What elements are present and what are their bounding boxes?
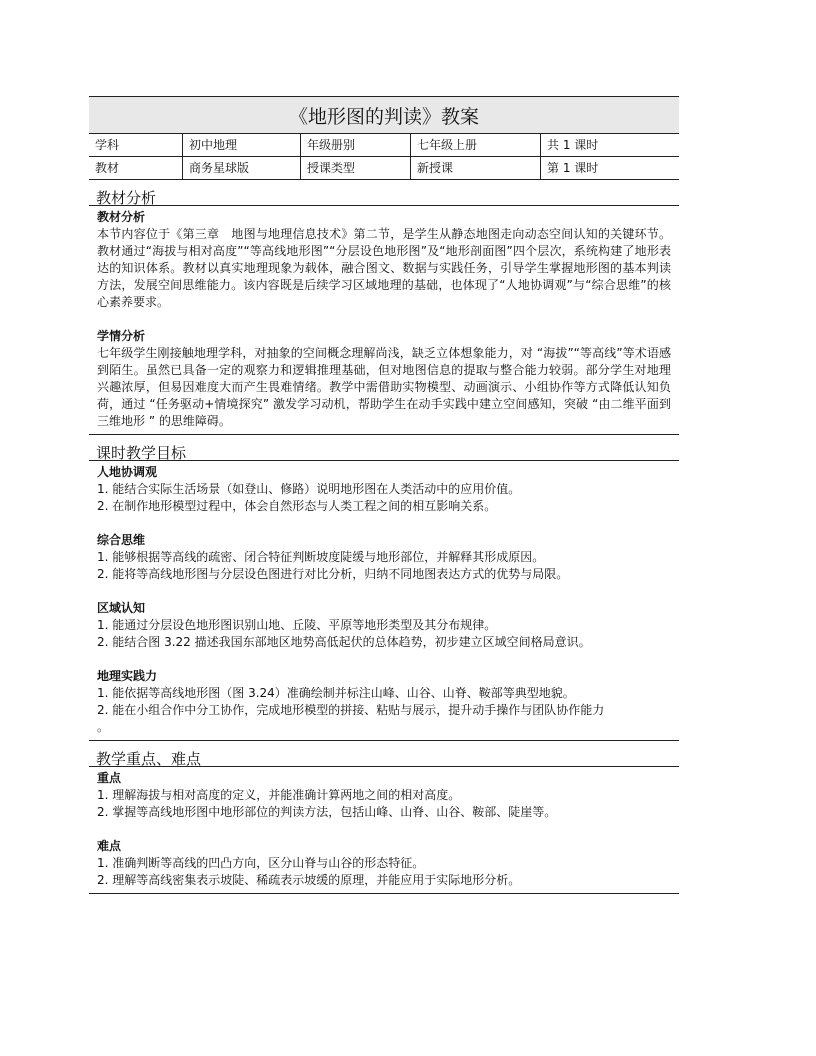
section-heading: 课时教学目标 <box>89 435 679 461</box>
spacer <box>97 583 671 600</box>
section-key-points <box>89 741 679 894</box>
document-title: 《地形图的判读》教案 <box>89 96 679 134</box>
list-item: 2. 能在小组合作中分工协作，完成地形模型的拼接、粘贴与展示，提升动手操作与团队协作能力 <box>97 703 605 717</box>
list-item: 2. 能将等高线地形图与分层设色图进行对比分析，归纳不同地图表达方式的优势与局限。 <box>97 567 569 581</box>
info-cell: 教材 <box>89 157 183 179</box>
info-cell: 共 1 课时 <box>547 138 599 152</box>
list-item: 1. 能依据等高线地形图（图 3.24）准确绘制并标注山峰、山谷、山脊、鞍部等典型地貌。 <box>97 686 575 700</box>
info-cell: 七年级上册 <box>411 134 541 156</box>
subheading: 地理实践力 <box>97 669 158 683</box>
info-cell: 初中地理 <box>183 134 301 156</box>
info-cell: 年级册别 <box>301 134 411 156</box>
subheading: 区域认知 <box>97 601 146 615</box>
section-body <box>89 767 679 893</box>
info-row-2 <box>89 157 679 180</box>
info-cell: 第 1 课时 <box>547 161 599 175</box>
list-item: 2. 掌握等高线地形图中地形部位的判读方法，包括山峰、山脊、山谷、鞍部、陡崖等。 <box>97 805 557 819</box>
paragraph: 本节内容位于《第三章 地图与地理信息技术》第二节，是学生从静态地图走向动态空间认知的关键环节。教材通过“海拔与相对高度”“等高线地形图”“分层设色地形图”及“地形剖面图”四个层次，系统构建了地形表达的知识体系。教材以真实地理现象为载体，融合图文、数据与实践任务，引导学生掌握地形图的基本判读方法，发展空间思维能力。该内容既是后续学习区域地理的基础，也体现了“人地协调观”与“综合思维”的核心素养要求。 <box>97 227 671 309</box>
section-objectives <box>89 435 679 741</box>
list-item: 1. 准确判断等高线的凹凸方向，区分山脊与山谷的形态特征。 <box>97 856 425 870</box>
spacer <box>97 515 671 532</box>
subheading: 重点 <box>97 771 122 785</box>
list-item: 1. 能够根据等高线的疏密、闭合特征判断坡度陡缓与地形部位，并解释其形成原因。 <box>97 550 545 564</box>
info-cell: 授课类型 <box>301 157 411 179</box>
list-item: 2. 在制作地形模型过程中，体会自然形态与人类工程之间的相互影响关系。 <box>97 499 497 513</box>
section-body <box>89 461 679 740</box>
info-cell: 学科 <box>89 134 183 156</box>
list-item: 1. 理解海拔与相对高度的定义，并能准确计算两地之间的相对高度。 <box>97 788 461 802</box>
list-item: 2. 能结合图 3.22 描述我国东部地区地势高低起伏的总体趋势，初步建立区域空间格局意识。 <box>97 635 591 649</box>
list-item: 1. 能通过分层设色地形图识别山地、丘陵、平原等地形类型及其分布规律。 <box>97 618 497 632</box>
list-item: 。 <box>97 720 110 734</box>
spacer <box>97 821 671 838</box>
subheading: 综合思维 <box>97 533 146 547</box>
info-cell: 商务星球版 <box>183 157 301 179</box>
list-item: 2. 理解等高线密集表示坡陡、稀疏表示坡缓的原理，并能应用于实际地形分析。 <box>97 873 521 887</box>
subheading: 教材分析 <box>97 210 146 224</box>
info-cell: 新授课 <box>411 157 541 179</box>
paragraph: 七年级学生刚接触地理学科，对抽象的空间概念理解尚浅，缺乏立体想象能力，对 “海拔”“等高线”等术语感到陌生。虽然已具备一定的观察力和逻辑推理基础，但对地图信息的提取与整合能力较弱。部分学生对地理兴趣浓厚，但易因难度大而产生畏难情绪。教学中需借助实物模型、动画演示、小组协作等方式降低认知负荷，通过 “任务驱动+情境探究” 激发学习动机，帮助学生在动手实践中建立空间感知，突破 “由二维平面到三维地形 ” 的思维障碍。 <box>97 346 671 428</box>
section-heading: 教材分析 <box>89 180 679 206</box>
section-body <box>89 206 679 434</box>
spacer <box>97 311 671 328</box>
section-heading: 教学重点、难点 <box>89 741 679 767</box>
subheading: 难点 <box>97 839 122 853</box>
lesson-plan-document <box>89 96 679 894</box>
info-row-1 <box>89 134 679 157</box>
spacer <box>97 651 671 668</box>
subheading: 学情分析 <box>97 329 146 343</box>
list-item: 1. 能结合实际生活场景（如登山、修路）说明地形图在人类活动中的应用价值。 <box>97 482 521 496</box>
subheading: 人地协调观 <box>97 465 158 479</box>
section-textbook-analysis <box>89 180 679 435</box>
